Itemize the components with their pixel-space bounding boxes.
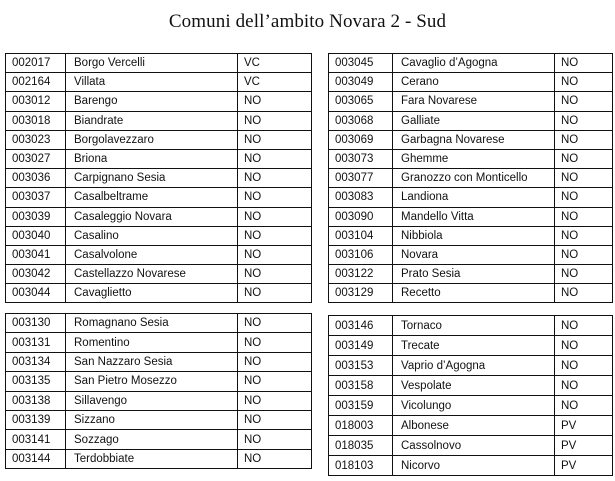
province-cell: NO	[555, 111, 613, 130]
province-cell: PV	[555, 456, 613, 476]
istat-code-cell: 003049	[329, 73, 393, 92]
province-cell: NO	[555, 226, 613, 245]
istat-code-cell: 003129	[329, 284, 393, 303]
table-row	[329, 396, 613, 416]
istat-code-cell: 002017	[6, 54, 66, 73]
table-row	[329, 226, 613, 245]
istat-code-cell: 003039	[6, 207, 66, 226]
table-row	[329, 111, 613, 130]
istat-code-cell: 018003	[329, 416, 393, 436]
comune-name-cell: Ghemme	[393, 149, 555, 168]
comune-name-cell: Casalbeltrame	[66, 188, 238, 207]
table-row	[329, 336, 613, 356]
istat-code-cell: 003036	[6, 169, 66, 188]
comune-name-cell: Cerano	[393, 73, 555, 92]
table-row	[6, 265, 312, 284]
table-row	[329, 265, 613, 284]
comune-name-cell: Borgo Vercelli	[66, 54, 238, 73]
table-row	[6, 207, 312, 226]
istat-code-cell: 003139	[6, 410, 66, 429]
province-cell: NO	[555, 396, 613, 416]
province-cell: NO	[238, 449, 312, 468]
comune-name-cell: Carpignano Sesia	[66, 169, 238, 188]
table-row	[329, 169, 613, 188]
comune-name-cell: Casaleggio Novara	[66, 207, 238, 226]
comune-name-cell: Nibbiola	[393, 226, 555, 245]
comune-name-cell: Biandrate	[66, 111, 238, 130]
table-row	[329, 207, 613, 226]
comuni-table-top-left	[5, 53, 312, 303]
comune-name-cell: Cavaglio d’Agogna	[393, 54, 555, 73]
province-cell: NO	[555, 376, 613, 396]
istat-code-cell: 003068	[329, 111, 393, 130]
comune-name-cell: Barengo	[66, 92, 238, 111]
province-cell: PV	[555, 436, 613, 456]
comuni-table-bottom-left	[5, 313, 312, 469]
table-row	[329, 73, 613, 92]
istat-code-cell: 003012	[6, 92, 66, 111]
istat-code-cell: 002164	[6, 73, 66, 92]
istat-code-cell: 003045	[329, 54, 393, 73]
table-row	[6, 333, 312, 352]
province-cell: VC	[238, 73, 312, 92]
istat-code-cell: 003158	[329, 376, 393, 396]
province-cell: NO	[555, 130, 613, 149]
province-cell: NO	[238, 410, 312, 429]
comune-name-cell: San Nazzaro Sesia	[66, 352, 238, 371]
province-cell: NO	[238, 430, 312, 449]
istat-code-cell: 018103	[329, 456, 393, 476]
table-row	[6, 54, 312, 73]
table-row	[6, 245, 312, 264]
istat-code-cell: 003153	[329, 356, 393, 376]
table-row	[329, 188, 613, 207]
table-row	[329, 316, 613, 336]
istat-code-cell: 003069	[329, 130, 393, 149]
province-cell: NO	[238, 333, 312, 352]
table-row	[329, 356, 613, 376]
table-row	[6, 169, 312, 188]
province-cell: NO	[238, 169, 312, 188]
province-cell: NO	[238, 314, 312, 333]
table-row	[6, 149, 312, 168]
istat-code-cell: 003131	[6, 333, 66, 352]
comune-name-cell: Albonese	[393, 416, 555, 436]
istat-code-cell: 003149	[329, 336, 393, 356]
province-cell: NO	[238, 130, 312, 149]
istat-code-cell: 003073	[329, 149, 393, 168]
istat-code-cell: 003041	[6, 245, 66, 264]
province-cell: NO	[238, 207, 312, 226]
province-cell: NO	[555, 356, 613, 376]
province-cell: NO	[238, 149, 312, 168]
istat-code-cell: 003135	[6, 372, 66, 391]
table-row	[329, 149, 613, 168]
istat-code-cell: 003027	[6, 149, 66, 168]
istat-code-cell: 003134	[6, 352, 66, 371]
comune-name-cell: Tornaco	[393, 316, 555, 336]
table-row	[6, 92, 312, 111]
istat-code-cell: 003023	[6, 130, 66, 149]
istat-code-cell: 003122	[329, 265, 393, 284]
istat-code-cell: 003042	[6, 265, 66, 284]
province-cell: VC	[238, 54, 312, 73]
comune-name-cell: Romentino	[66, 333, 238, 352]
province-cell: PV	[555, 416, 613, 436]
istat-code-cell: 003065	[329, 92, 393, 111]
comune-name-cell: Casalino	[66, 226, 238, 245]
comune-name-cell: Novara	[393, 245, 555, 264]
province-cell: NO	[555, 284, 613, 303]
istat-code-cell: 003130	[6, 314, 66, 333]
comune-name-cell: Landiona	[393, 188, 555, 207]
comune-name-cell: Castellazzo Novarese	[66, 265, 238, 284]
istat-code-cell: 003106	[329, 245, 393, 264]
province-cell: NO	[238, 391, 312, 410]
comune-name-cell: Trecate	[393, 336, 555, 356]
table-row	[329, 92, 613, 111]
province-cell: NO	[555, 316, 613, 336]
province-cell: NO	[238, 372, 312, 391]
comune-name-cell: Cavaglietto	[66, 284, 238, 303]
table-row	[6, 372, 312, 391]
province-cell: NO	[238, 284, 312, 303]
table-row	[6, 410, 312, 429]
table-row	[329, 456, 613, 476]
table-row	[6, 130, 312, 149]
comune-name-cell: Vaprio d’Agogna	[393, 356, 555, 376]
comune-name-cell: Garbagna Novarese	[393, 130, 555, 149]
istat-code-cell: 003159	[329, 396, 393, 416]
table-row	[329, 130, 613, 149]
table-row	[329, 54, 613, 73]
province-cell: NO	[555, 245, 613, 264]
province-cell: NO	[238, 245, 312, 264]
province-cell: NO	[555, 73, 613, 92]
istat-code-cell: 003138	[6, 391, 66, 410]
table-row	[6, 226, 312, 245]
comune-name-cell: Sozzago	[66, 430, 238, 449]
table-row	[6, 449, 312, 468]
istat-code-cell: 003144	[6, 449, 66, 468]
table-row	[6, 73, 312, 92]
province-cell: NO	[555, 54, 613, 73]
province-cell: NO	[238, 265, 312, 284]
istat-code-cell: 003146	[329, 316, 393, 336]
istat-code-cell: 003040	[6, 226, 66, 245]
comune-name-cell: Casalvolone	[66, 245, 238, 264]
comune-name-cell: Terdobbiate	[66, 449, 238, 468]
istat-code-cell: 003141	[6, 430, 66, 449]
province-cell: NO	[555, 169, 613, 188]
table-row	[329, 245, 613, 264]
comune-name-cell: Granozzo con Monticello	[393, 169, 555, 188]
table-row	[6, 188, 312, 207]
table-row	[6, 111, 312, 130]
comune-name-cell: Briona	[66, 149, 238, 168]
comune-name-cell: Vespolate	[393, 376, 555, 396]
istat-code-cell: 018035	[329, 436, 393, 456]
comune-name-cell: Nicorvo	[393, 456, 555, 476]
table-row	[6, 430, 312, 449]
province-cell: NO	[555, 336, 613, 356]
istat-code-cell: 003037	[6, 188, 66, 207]
istat-code-cell: 003083	[329, 188, 393, 207]
table-row	[6, 284, 312, 303]
comune-name-cell: Romagnano Sesia	[66, 314, 238, 333]
comune-name-cell: Cassolnovo	[393, 436, 555, 456]
province-cell: NO	[238, 92, 312, 111]
istat-code-cell: 003090	[329, 207, 393, 226]
province-cell: NO	[555, 149, 613, 168]
istat-code-cell: 003104	[329, 226, 393, 245]
comune-name-cell: Sillavengo	[66, 391, 238, 410]
table-row	[6, 352, 312, 371]
table-row	[329, 284, 613, 303]
province-cell: NO	[555, 265, 613, 284]
comune-name-cell: Recetto	[393, 284, 555, 303]
istat-code-cell: 003044	[6, 284, 66, 303]
istat-code-cell: 003018	[6, 111, 66, 130]
comune-name-cell: Villata	[66, 73, 238, 92]
comune-name-cell: Fara Novarese	[393, 92, 555, 111]
comune-name-cell: Borgolavezzaro	[66, 130, 238, 149]
istat-code-cell: 003077	[329, 169, 393, 188]
comune-name-cell: Prato Sesia	[393, 265, 555, 284]
province-cell: NO	[238, 352, 312, 371]
comune-name-cell: Galliate	[393, 111, 555, 130]
page-title: Comuni dell’ambito Novara 2 - Sud	[168, 11, 447, 32]
province-cell: NO	[555, 207, 613, 226]
table-row	[329, 376, 613, 396]
province-cell: NO	[555, 92, 613, 111]
comune-name-cell: Sizzano	[66, 410, 238, 429]
table-row	[329, 416, 613, 436]
table-row	[329, 436, 613, 456]
province-cell: NO	[238, 111, 312, 130]
province-cell: NO	[238, 226, 312, 245]
province-cell: NO	[555, 188, 613, 207]
province-cell: NO	[238, 188, 312, 207]
table-row	[6, 391, 312, 410]
comune-name-cell: Vicolungo	[393, 396, 555, 416]
table-row	[6, 314, 312, 333]
comuni-table-top-right	[328, 53, 613, 303]
comune-name-cell: San Pietro Mosezzo	[66, 372, 238, 391]
comune-name-cell: Mandello Vitta	[393, 207, 555, 226]
comuni-table-bottom-right	[328, 315, 613, 476]
